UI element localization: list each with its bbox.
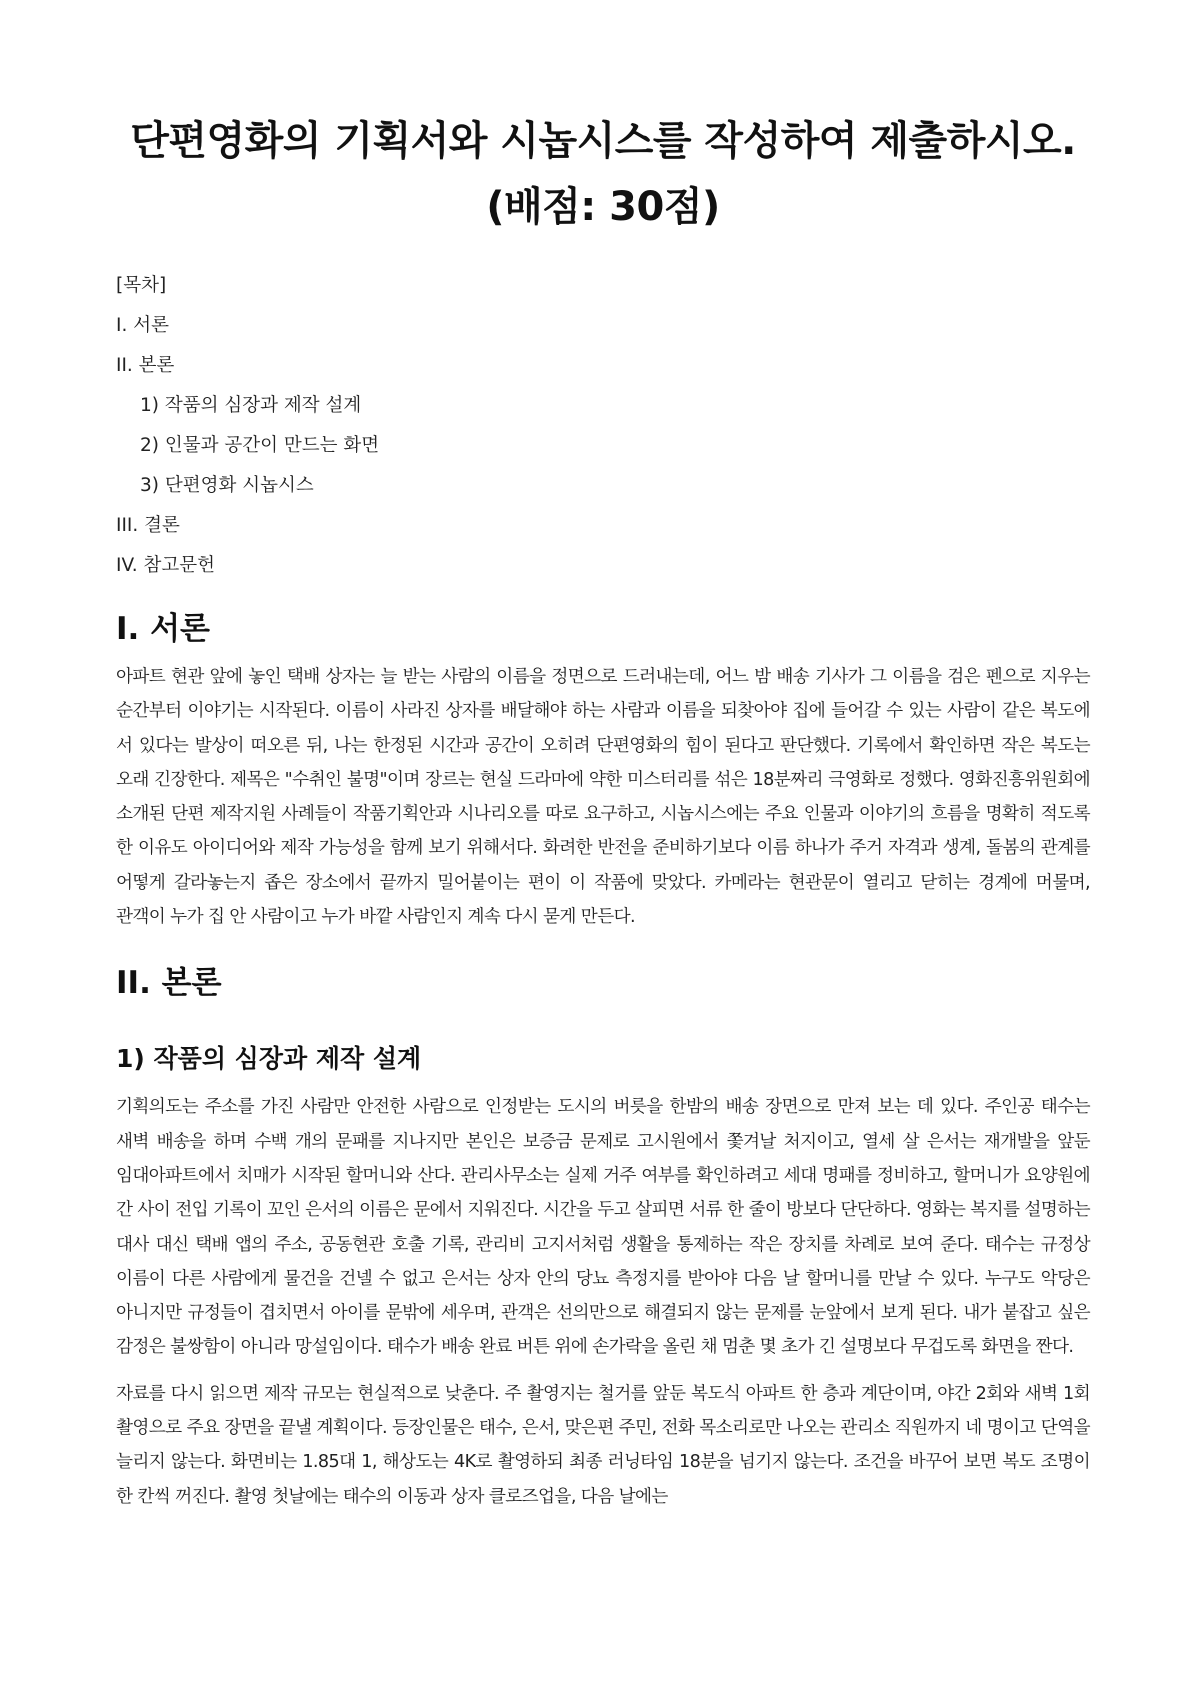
toc-item-intro: I. 서론 bbox=[116, 315, 169, 336]
section-heading-intro: I. 서론 bbox=[116, 611, 210, 647]
toc-heading: [목차] bbox=[116, 275, 167, 296]
body-paragraph-2: 자료를 다시 읽으면 제작 규모는 현실적으로 낮춘다. 주 촬영지는 철거를 앞둔 복도식 아파트 한 층과 계단이며, 야간 2회와 새벽 1회 촬영으로 주요 장면을 끝낼 계획이다. 등장인물은 태수, 은서, 맞은편 주민, 전화 목소리로만 나오는 관리소 직원까지 네 명이고 단역을 늘리지 않는다. 화면비는 1.85대 1, 해상도는 4K로 촬영하되 최종 러닝타임 18분을 넘기지 않는다. 조건을 바꾸어 보면 복도 조명이 한 칸씩 꺼진다. 촬영 첫날에는 태수의 이동과 상자 클로즈업을, 다음 날에는 bbox=[116, 1383, 1090, 1507]
subsection-heading-1: 1) 작품의 심장과 제작 설계 bbox=[116, 1044, 422, 1074]
body-paragraph-1: 기획의도는 주소를 가진 사람만 안전한 사람으로 인정받는 도시의 버릇을 한밤의 배송 장면으로 만져 보는 데 있다. 주인공 태수는 새벽 배송을 하며 수백 개의 문패를 지나지만 본인은 보증금 문제로 고시원에서 쫓겨날 처지이고, 열세 살 은서는 재개발을 앞둔 임대아파트에서 치매가 시작된 할머니와 산다. 관리사무소는 실제 거주 여부를 확인하려고 세대 명패를 정비하고, 할머니가 요양원에 간 사이 전입 기록이 꼬인 은서의 이름은 문에서 지워진다. 시간을 두고 살피면 서류 한 줄이 방보다 단단하다. 영화는 복지를 설명하는 대사 대신 택배 앱의 주소, 공동현관 호출 기록, 관리비 고지서처럼 생활을 통제하는 작은 장치를 차례로 보여 준다. 태수는 규정상 이름이 다른 사람에게 물건을 건넬 수 없고 은서는 상자 안의 당뇨 측정지를 받아야 다음 날 할머니를 만날 수 있다. 누구도 악당은 아니지만 규정들이 겹치면서 아이를 문밖에 세우며, 관객은 선의만으로 해결되지 않는 문제를 눈앞에서 보게 된다. 내가 붙잡고 싶은 감정은 불쌍함이 아니라 망설임이다. 태수가 배송 완료 버튼 위에 손가락을 올린 채 멈춘 몇 초가 긴 설명보다 무겁도록 화면을 짠다. bbox=[116, 1097, 1090, 1358]
table-of-contents bbox=[116, 266, 1090, 586]
document-title: 단편영화의 기획서와 시놉시스를 작성하여 제출하시오. (배점: 30점) bbox=[130, 118, 1076, 230]
section-heading-body: II. 본론 bbox=[116, 965, 222, 1002]
toc-item-body-1: 1) 작품의 심장과 제작 설계 bbox=[140, 395, 362, 416]
toc-item-body: II. 본론 bbox=[116, 355, 175, 376]
toc-item-references: IV. 참고문헌 bbox=[116, 555, 215, 576]
toc-item-body-3: 3) 단편영화 시놉시스 bbox=[140, 475, 314, 496]
intro-paragraph: 아파트 현관 앞에 놓인 택배 상자는 늘 받는 사람의 이름을 정면으로 드러내는데, 어느 밤 배송 기사가 그 이름을 검은 펜으로 지우는 순간부터 이야기는 시작된다. 이름이 사라진 상자를 배달해야 하는 사람과 이름을 되찾아야 집에 들어갈 수 있는 사람이 같은 복도에 서 있다는 발상이 떠오른 뒤, 나는 한정된 시간과 공간이 오히려 단편영화의 힘이 된다고 판단했다. 기록에서 확인하면 작은 복도는 오래 긴장한다. 제목은 "수취인 불명"이며 장르는 현실 드라마에 약한 미스터리를 섞은 18분짜리 극영화로 정했다. 영화진흥위원회에 소개된 단편 제작지원 사례들이 작품기획안과 시나리오를 따로 요구하고, 시놉시스에는 주요 인물과 이야기의 흐름을 명확히 적도록 한 이유도 아이디어와 제작 가능성을 함께 보기 위해서다. 화려한 반전을 준비하기보다 이름 하나가 주거 자격과 생계, 돌봄의 관계를 어떻게 갈라놓는지 좁은 장소에서 끝까지 밀어붙이는 편이 이 작품에 맞았다. 카메라는 현관문이 열리고 닫히는 경계에 머물며, 관객이 누가 집 안 사람이고 누가 바깥 사람인지 계속 다시 묻게 만든다. bbox=[116, 667, 1090, 928]
toc-item-conclusion: III. 결론 bbox=[116, 515, 180, 536]
toc-item-body-2: 2) 인물과 공간이 만드는 화면 bbox=[140, 435, 380, 456]
